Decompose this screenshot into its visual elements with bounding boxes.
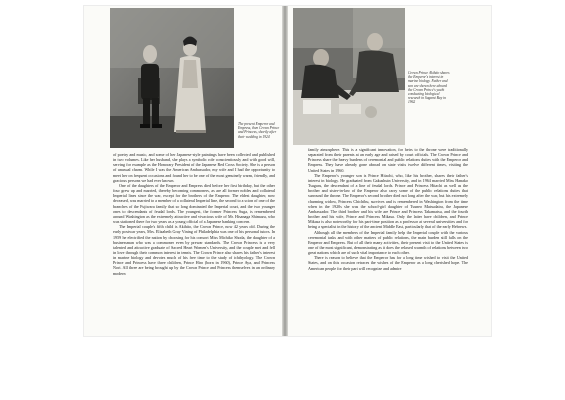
paragraph: The Emperor's younger son is Prince Hitachi, who, like his brother, shares their father's interest in biology. He graduated from Gakushuin University, and in 1964 married Miss Hanako Tsugaru, the descendant of a line of feudal lords. Prince and Princess Hitachi as well as the brother and sister-in-law of the Emperor also carry some of the public relations duties that surround the throne. The Emperor's second brother died not long after the war, but his extremely charming widow, Princess Chichibu, survives and is remembered in Washington from the time when in the 1920s she was the school-girl daughter of Tsuneo Matsudaira, the Japanese Ambassador. The third brother and his wife are Prince and Princess Takamatsu, and the fourth brother and his wife, Prince and Princess Mikasa. Only the latter have children, and Prince Mikasa is also noteworthy for his part-time position as a professor at several universities and for being a specialist in the history of the ancient Middle East, particularly that of the early Hebrews. xyxy=(308,172,468,230)
paragraph: The Imperial couple's fifth child is Akihito, the Crown Prince, now 42 years old. During the early postwar years, Mrs. Elizabeth Gray Vining of Philadelphia was one of his personal tutors. In 1959 he electrified the nation by choosing for his consort Miss Michiko Shoda, the daughter of a businessman who was a commoner even by prewar standards. The Crown Princess is a very talented and attractive graduate of Sacred Heart Women's University, and the couple met and fell in love through their common interest in tennis. The Crown Prince also shares his father's interest in marine biology and devotes much of his free time to the study of ichthyology. The Crown Prince and Princess have three children, Prince Hiro (born in 1960), Prince Aya, and Princess Nori. All three are being brought up by the Crown Prince and Princess themselves in an ordinary modern xyxy=(113,224,275,276)
marine-biology-photo xyxy=(293,8,405,145)
paragraph: There is reason to believe that the Emperor has for a long time wished to visit the United States, and on this occasion retraces the wishes of the Emperor as a long cherished hope. The American people for their part will recognize and admire xyxy=(308,255,468,271)
portrait-caption: The present Emperor and Empress, then Crown Prince and Princess, shortly after their wedding in 1924 xyxy=(238,122,280,139)
left-page xyxy=(84,6,282,336)
left-page-body-text xyxy=(113,152,275,336)
portrait-photo-graphic xyxy=(110,8,234,148)
emperor-empress-portrait-photo xyxy=(110,8,234,148)
right-page-body-text xyxy=(308,147,468,336)
research-caption: Crown Prince Akihito shares the Emperor's interest in marine biology. Father and son are shown here aboard the Crown Prince's yacht conducting biological research in Sagami Bay in 1962 xyxy=(408,71,450,105)
paragraph: Although all the members of the Imperial family help the Imperial couple with the various ceremonial tasks and with other matters of public relations, the main burden still falls on the Emperor and Empress. But of all their many activities, their present visit to the United States is one of the most significant, demonstrating as it does the relaxed warmth of relations between two great nations which are of such vital importance to each other. xyxy=(308,229,468,256)
paragraph: One of the daughters of the Emperor and Empress died before her first birthday, but the other four grew up and married, thereby becoming commoners, as are all former nobles and collateral Imperial lines since the war, except for the brothers of the Emperor. The eldest daughter, now deceased, was married to a member of a collateral Imperial line, the second to a scion of one of the branches of the Fujiwara family that so long dominated the Imperial court, and the two younger ones to descendants of feudal lords. The youngest, the former Princess Suga, is remembered around Washington as the extremely attractive and vivacious wife of Mr. Hisanaga Shimazu, who was stationed there for two years as a young official of a Japanese banking concern. xyxy=(113,182,275,225)
paragraph: family atmosphere. This is a significant innovation, for heirs to the throne were traditionally separated from their parents at an early age and raised by court officials. The Crown Prince and Princess share the heavy burdens of ceremonial and public relations duties with the Emperor and Empress. They have already gone abroad on state visits twelve different times, visiting the United States in 1960. xyxy=(308,147,468,173)
right-page xyxy=(288,6,491,336)
book-spread xyxy=(84,6,491,336)
laboratory-photo-graphic xyxy=(293,8,405,145)
paragraph: of poetry and music, and some of her Japanese-style paintings have been collected and published in two volumes. Like her husband, she plays a symbolic role conscientiously and with good will, serving for example as the Honorary President of the Japanese Red Cross Society. She is a person of unusual charm. While I was the American Ambassador, my wife and I had the opportunity to meet her on frequent occasions and found her to be one of the most genuinely warm, friendly, and gracious persons we had ever known. xyxy=(113,152,275,183)
